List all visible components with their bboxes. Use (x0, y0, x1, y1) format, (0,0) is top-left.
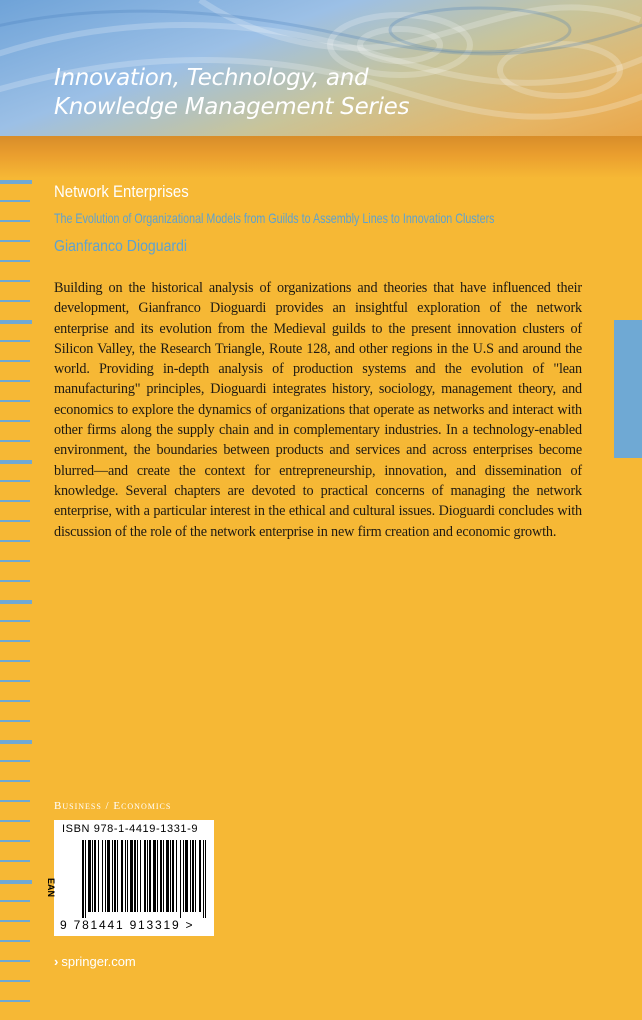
ean-label: EAN (46, 878, 56, 898)
barcode-bars (82, 840, 206, 918)
book-description: Building on the historical analysis of organizations and theories that have influenced their development, Gianfranco Dioguardi provides an insightful exploration of the network enterprise and its evolution from the Medieval guilds to the present innovation clusters of Silicon Valley, the Research Triangle, Route 128, and other regions in the U.S and around the world. Providing in-depth analysis of production systems and the evolution of "lean manufacturing" principles, Dioguardi integrates history, sociology, management theory, and economics to explore the dynamics of organizations that operate as networks and interact with other firms along the supply chain and in complementary industries. In a technology-enabled environment, the boundaries between products and services and across enterprises become blurred—and create the context for entrepreneurship, innovation, and dissemination of knowledge. Several chapters are devoted to practical concerns of managing the network enterprise, with a particular interest in the ethical and cultural issues. Dioguardi concludes with discussion of the role of the network enterprise in new firm creation and economic growth. (54, 280, 582, 540)
barcode-bar (199, 840, 201, 912)
edge-tab (0, 400, 30, 402)
barcode-bar (117, 840, 118, 912)
edge-tab (0, 320, 32, 324)
barcode-bar (134, 840, 136, 912)
edge-tab (0, 560, 30, 562)
barcode-bar (190, 840, 191, 912)
edge-tab (0, 240, 30, 242)
barcode-bar (183, 840, 184, 912)
barcode-bar (163, 840, 164, 912)
isbn-number: ISBN 978-1-4419-1331-9 (62, 823, 199, 835)
barcode-bar (147, 840, 148, 912)
edge-tab (0, 880, 32, 884)
barcode-bar (105, 840, 106, 912)
barcode-bar (88, 840, 91, 912)
barcode-bar (92, 840, 93, 912)
edge-tab (0, 580, 30, 582)
edge-tab (0, 680, 30, 682)
barcode-bar (112, 840, 113, 912)
edge-tab (0, 760, 30, 762)
spine-color-block (614, 320, 642, 458)
edge-tab (0, 340, 30, 342)
barcode-bar (157, 840, 158, 912)
edge-tab (0, 1000, 30, 1002)
barcode-bar (153, 840, 156, 912)
edge-tab (0, 840, 30, 842)
barcode-bar (98, 840, 99, 912)
edge-tab (0, 360, 30, 362)
edge-tab (0, 720, 30, 722)
series-title-line-2: Knowledge Management Series (54, 94, 410, 120)
edge-tab (0, 280, 30, 282)
barcode-bar (180, 840, 181, 918)
edge-tab (0, 500, 30, 502)
edge-tab (0, 780, 30, 782)
barcode-bar (125, 840, 126, 912)
barcode-bar (160, 840, 162, 912)
edge-tab (0, 700, 30, 702)
edge-tab (0, 980, 30, 982)
series-title (54, 64, 409, 122)
barcode-bar (140, 840, 141, 912)
edge-tab (0, 640, 30, 642)
barcode-bar (166, 840, 169, 912)
barcode-bar (102, 840, 103, 912)
barcode-bar (185, 840, 188, 912)
barcode-bar (144, 840, 146, 912)
subject-category: Business / Economics (54, 800, 172, 812)
barcode-bar (114, 840, 116, 912)
edge-tab (0, 740, 32, 744)
edge-tab (0, 920, 30, 922)
barcode-bar (149, 840, 151, 912)
publisher-link[interactable] (54, 954, 136, 969)
series-title-line-1: Innovation, Technology, and (54, 65, 369, 91)
edge-tab (0, 300, 30, 302)
publisher-site: springer.com (61, 954, 136, 969)
edge-tab-markers (0, 0, 32, 1020)
edge-tab (0, 460, 32, 464)
barcode-bar (192, 840, 194, 912)
barcode-bar (172, 840, 174, 912)
edge-tab (0, 600, 32, 604)
barcode-bar (85, 840, 86, 918)
book-title: Network Enterprises (54, 182, 189, 201)
barcode-bar (121, 840, 123, 912)
edge-tab (0, 180, 32, 184)
barcode-bar (176, 840, 177, 912)
gradient-band (0, 136, 642, 178)
edge-tab (0, 380, 30, 382)
edge-tab (0, 860, 30, 862)
edge-tab (0, 900, 30, 902)
edge-tab (0, 220, 30, 222)
edge-tab (0, 440, 30, 442)
barcode-bar (127, 840, 128, 912)
barcode-bar (107, 840, 110, 912)
barcode-bar (203, 840, 204, 918)
edge-tab (0, 620, 30, 622)
ean-digits: 9 781441 913319 > (60, 918, 195, 932)
edge-tab (0, 660, 30, 662)
barcode-bar (94, 840, 96, 912)
book-subtitle: The Evolution of Organizational Models from Guilds to Assembly Lines to Innovation Clusters (54, 210, 495, 226)
barcode-bar (137, 840, 138, 912)
barcode-bar (170, 840, 171, 912)
author-name: Gianfranco Dioguardi (54, 238, 188, 255)
edge-tab (0, 420, 30, 422)
chevron-right-icon: › (54, 954, 59, 969)
isbn-barcode (46, 820, 214, 936)
edge-tab (0, 480, 30, 482)
edge-tab (0, 820, 30, 822)
edge-tab (0, 800, 30, 802)
edge-tab (0, 960, 30, 962)
barcode-bar (130, 840, 133, 912)
edge-tab (0, 200, 30, 202)
edge-tab (0, 520, 30, 522)
series-header (0, 0, 642, 136)
barcode-bar (82, 840, 84, 918)
edge-tab (0, 260, 30, 262)
edge-tab (0, 540, 30, 542)
edge-tab (0, 940, 30, 942)
barcode-bar (195, 840, 196, 912)
barcode-bar (205, 840, 206, 918)
